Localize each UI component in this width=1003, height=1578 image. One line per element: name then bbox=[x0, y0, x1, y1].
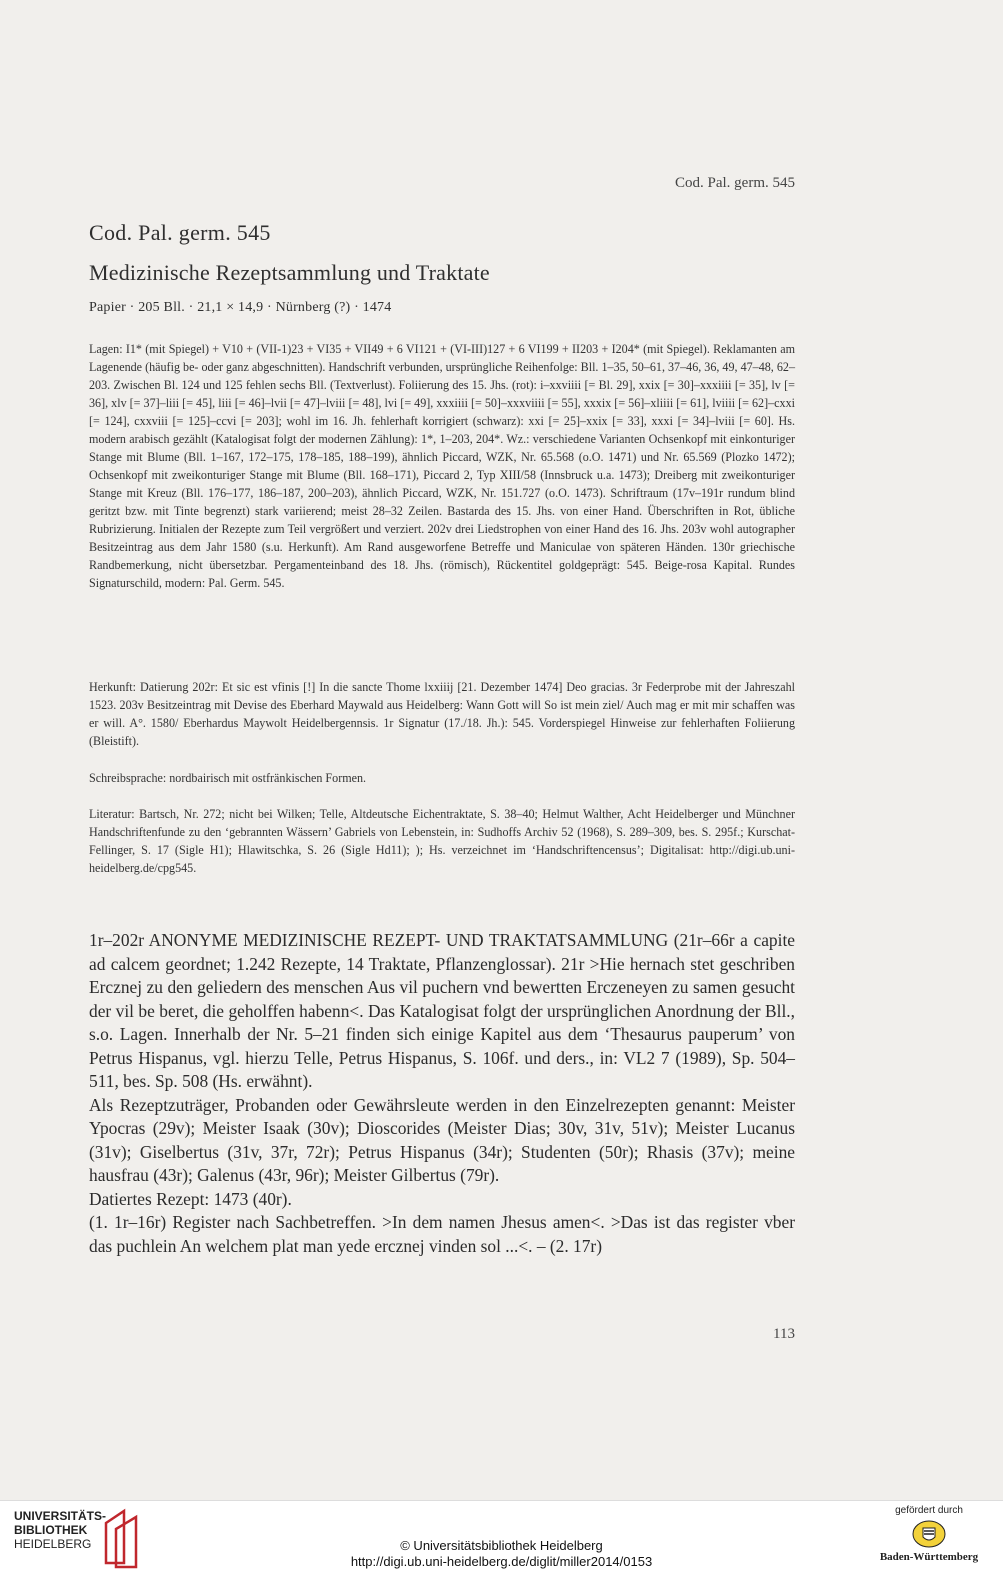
main-paragraph-dated-recipe: Datiertes Rezept: 1473 (40r). bbox=[89, 1188, 292, 1209]
page-number: 113 bbox=[773, 1326, 795, 1342]
schreibsprache-paragraph: Schreibsprache: nordbairisch mit ostfränkischen Formen. bbox=[89, 771, 367, 785]
entry-title: Medizinische Rezeptsammlung und Traktate bbox=[89, 260, 490, 285]
physical-description: Papier · 205 Bll. · 21,1 × 14,9 · Nürnberg (?) · 1474 bbox=[89, 300, 392, 315]
main-paragraph-collection: 1r–202r ANONYME MEDIZINISCHE REZEPT- UND TRAKTATSAMMLUNG (21r–66r a capite ad calcem geordnet; 1.242 Rezepte, 14 Traktate, Pflanzenglossar). 21r >Hie hernach stet geschriben Ercznej zu den geliedern des menschen Aus vil puchern vnd bewertten Erczeneyen zu samen gesucht der vil be beret, die geholffen habenn<. Das Katalogisat folgt der ursprünglichen Anordnung der Bll., s.o. Lagen. Innerhalb der Nr. 5–21 finden sich einige Kapitel aus dem ‘Thesaurus pauperum’ von Petrus Hispanus, vgl. hierzu Telle, Petrus Hispanus, S. 106f. und ders., in: VL2 7 (1989), Sp. 504–511, bes. Sp. 508 (Hs. erwähnt). bbox=[89, 930, 795, 1091]
library-name-line1: UNIVERSITÄTS- bbox=[14, 1509, 107, 1523]
main-paragraph-contributors: Als Rezeptzuträger, Probanden oder Gewährsleute werden in den Einzelrezepten genannt: Meister Ypocras (29v); Meister Isaak (30v); Dioscorides (Meister Dias; 30v, 31v, 51v); Meister Lucanus (31v); Giselbertus (31v, 37r, 72r); Petrus Hispanus (34r); Studenten (50r); Rhasis (37v); meine hausfrau (43r); Galenus (43r, 96r); Meister Gilbertus (79r). bbox=[89, 1094, 795, 1185]
copyright-notice bbox=[0, 1538, 1003, 1570]
running-head: Cod. Pal. germ. 545 bbox=[675, 175, 795, 191]
sponsor-block bbox=[869, 1505, 989, 1563]
main-text bbox=[89, 929, 795, 1258]
footer-bar bbox=[0, 1500, 1003, 1578]
herkunft-paragraph: Herkunft: Datierung 202r: Et sic est vfinis [!] In die sancte Thome lxxiiij [21. Dezember 1474] Deo gracias. 3r Federprobe mit der Jahreszahl 1523. 203v Besitzeintrag mit Devise des Eberhard Maywald aus Heidelberg: Wann Gott will So ist mein ziel/ Auch mag er mit mir schaffen was er will. A°. 1580/ Eberhardus Maywolt Heidelbergennsis. 1r Signatur (17./18. Jh.): 545. Vorderspiegel Hinweise zur fehlerhaften Foliierung (Bleistift). bbox=[89, 680, 795, 748]
copyright-text: © Universitätsbibliothek Heidelberg bbox=[400, 1538, 603, 1553]
sponsor-name: Baden-Württemberg bbox=[879, 1551, 979, 1563]
shelfmark-heading: Cod. Pal. germ. 545 bbox=[89, 220, 271, 245]
library-name-line2: BIBLIOTHEK bbox=[14, 1523, 88, 1537]
library-name-line3: HEIDELBERG bbox=[14, 1537, 92, 1551]
literatur-paragraph: Literatur: Bartsch, Nr. 272; nicht bei Wilken; Telle, Altdeutsche Eichentraktate, S. 38–40; Helmut Walther, Acht Heidelberger und Münchner Handschriftenfunde zu den ‘gebrannten Wässern’ Gabriels von Lebenstein, in: Sudhoffs Archiv 52 (1968), S. 289–309, bes. S. 295f.; Kurschat-Fellinger, S. 17 (Sigle H1); Hlawitschka, S. 26 (Sigle Hd11); ); Hs. verzeichnet im ‘Handschriftencensus’; Digitalisat: http://digi.ub.uni-heidelberg.de/cpg545. bbox=[89, 807, 795, 875]
sponsor-label: gefördert durch bbox=[895, 1505, 963, 1516]
permalink[interactable]: http://digi.ub.uni-heidelberg.de/diglit/miller2014/0153 bbox=[350, 1554, 653, 1569]
state-coat-of-arms-icon bbox=[911, 1519, 947, 1549]
main-paragraph-register: (1. 1r–16r) Register nach Sachbetreffen. >In dem namen Jhesus amen<. >Das ist das register vber das puchlein An welchem plat man yede ercznej vinden sol ...<. – (2. 17r) bbox=[89, 1212, 795, 1256]
lagen-paragraph: Lagen: I1* (mit Spiegel) + V10 + (VII-1)23 + VI35 + VII49 + 6 VI121 + (VI-III)127 + 6 VI199 + II203 + I204* (mit Spiegel). Reklamanten am Lagenende (häufig be- oder ganz abgeschnitten). Handschrift verbunden, ursprüngliche Reihenfolge: Bll. 1–35, 50–61, 37–46, 36, 49, 47–48, 62–203. Zwischen Bl. 124 und 125 fehlen sechs Bll. (Textverlust). Foliierung des 15. Jhs. (rot): i–xxviiii [= Bl. 29], xxix [= 30]–xxxiiii [= 35], lv [= 36], xlv [= 37]–liii [= 45], liii [= 46]–lvii [= 47]–lviii [= 48], lvi [= 49], xxxiiii [= 50]–xxxviiii [= 55], xxxix [= 56]–xliiii [= 61], lviiii [= 62]–cxxi [= 124], cxxviii [= 125]–ccvi [= 203]; wohl im 16. Jh. fehlerhaft korrigiert (schwarz): xxi [= 25]–xxix [= 33], xxxi [= 34]–lviii [= 60]. Hs. modern arabisch gezählt (Katalogisat folgt der modernen Zählung): 1*, 1–203, 204*. Wz.: verschiedene Varianten Ochsenkopf mit einkonturiger Stange mit Blume (Bll. 1–167, 172–175, 178–185, 188–199), ähnlich Piccard, WZK, Nr. 65.568 (o.O. 1471) und Nr. 65.569 (Plozko 1472); Ochsenkopf mit zweikonturiger Stange mit Blume (Bll. 168–171), Piccard 2, Typ XIII/58 (Innsbruck u.a. 1473); Dreiberg mit zweikonturiger Stange mit Kreuz (Bll. 176–177, 186–187, 200–203), ähnlich Piccard, WZK, Nr. 151.727 (o.O. 1473). Schriftraum (17v–191r rundum blind geritzt bzw. mit Tinte begrenzt) stark variierend; meist 28–32 Zeilen. Bastarda des 15. Jhs. von einer Hand. Überschriften in Rot, übliche Rubrizierung. Initialen der Rezepte zum Teil vergrößert und verziert. 202v drei Liedstrophen von einer Hand des 16. Jhs. 203v wohl autographer Besitzeintrag aus dem Jahr 1580 (s.u. Herkunft). Am Rand ausgeworfene Betreffe und Maniculae von späteren Händen. 130r griechische Randbemerkung, nicht übersetzbar. Pergamenteinband des 18. Jhs. (römisch), Rückentitel goldgeprägt: 545. Beige-rosa Kapital. Rundes Signaturschild, modern: Pal. Germ. 545. bbox=[89, 342, 795, 590]
